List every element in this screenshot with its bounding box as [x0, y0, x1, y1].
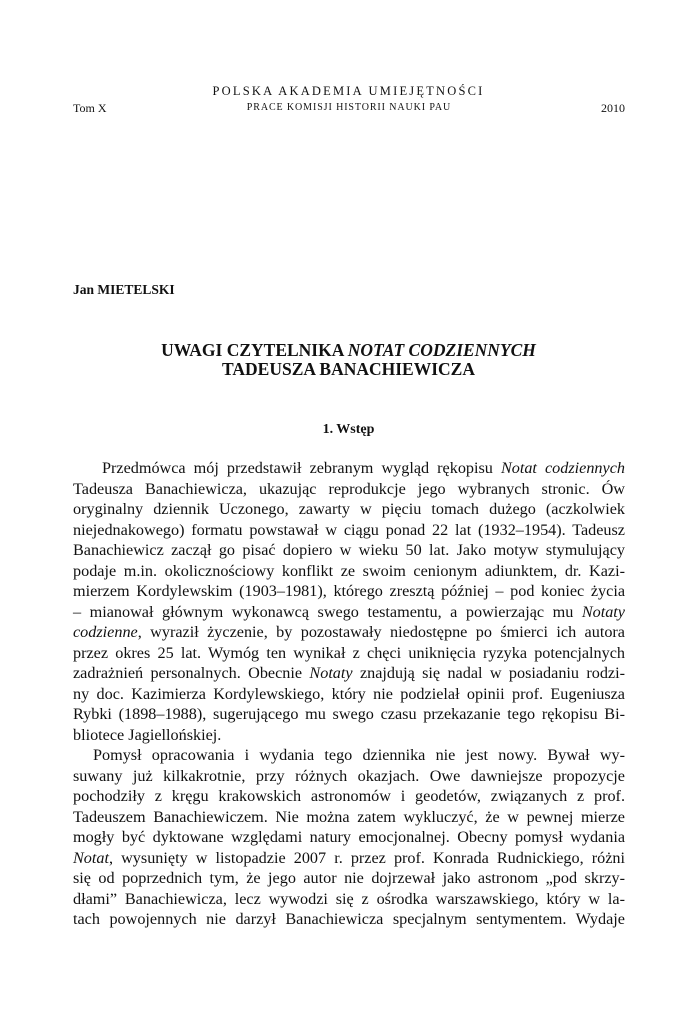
title-line-1 [0, 341, 697, 360]
paragraph-1-line: podaje m.in. okolicznościowy konflikt ze swoim cenionym adiunktem, dr. Kazi- [73, 561, 625, 580]
text-run: – mianował głównym wykonawcą swego testamentu, a powierzając mu [73, 602, 582, 621]
italic-run: codzienne [73, 623, 138, 641]
paragraph-2-line: suwany już kilkakrotnie, przy różnych okazjach. Owe dawniejsze propozycje [73, 766, 625, 785]
text-run: Przedmówca mój przedstawił zebranym wygląd rękopisu [102, 459, 501, 477]
academy-header: POLSKA AKADEMIA UMIEJĘTNOŚCI [212, 84, 485, 98]
year-label: 2010 [601, 101, 625, 115]
paragraph-1-line: Rybki (1898–1988), sugerującego mu swego czasu przekazanie tego rękopisu Bi- [73, 705, 625, 723]
paragraph-1-line: Tadeusza Banachiewicza, ukazując reprodukcje jego wybranych stronic. Ów [73, 479, 625, 498]
body-text [73, 458, 625, 930]
paragraph-1-line [73, 458, 625, 479]
paragraph-1-line: niejednakowego) formatu powstawał w ciągu ponad 22 lat (1932–1954). Tadeusz [73, 520, 625, 539]
volume-label: Tom X [73, 101, 107, 115]
paragraph-2-line: pochodziły z kręgu krakowskich astronomów i geodetów, związanych z prof. [73, 787, 625, 805]
italic-run: Notaty [309, 664, 353, 682]
paragraph-1-line: ny doc. Kazimierza Kordylewskiego, który nie podzielał opinii prof. Eugeniusza [73, 684, 625, 703]
article-title [0, 341, 697, 379]
series-label: PRACE KOMISJI HISTORII NAUKI PAU [246, 102, 452, 113]
text-run: znajdują się nadal w posiadaniu rodzi- [352, 664, 626, 682]
paragraph-2-line: mogły być dyktowane względami natury emocjonalnej. Obecny pomysł wydania [73, 828, 625, 846]
paragraph-2-line: dłami” Banachiewicza, lecz wywodzi się z ośrodka warszawskiego, który w la- [73, 889, 625, 908]
paragraph-1-line [73, 622, 625, 643]
text-run: , wysunięty w listopadzie 2007 r. przez prof. Konrada Rudnickiego, różni [108, 848, 625, 867]
paragraph-2-line: tach powojennych nie darzył Banachiewicza specjalnym sentymentem. Wydaje [73, 910, 625, 928]
text-run: , wyraził życzenie, by pozostawały niedostępne po śmierci ich autora [137, 623, 625, 641]
paragraph-2-line: Tadeuszem Banachiewiczem. Nie można zatem wykluczyć, że w pewnej mierze [73, 807, 625, 826]
italic-run: Notaty [581, 602, 625, 621]
running-header [73, 101, 625, 117]
italic-run: Notat [73, 848, 109, 867]
title-italic: NOTAT CODZIENNYCH [347, 340, 536, 360]
section-heading: 1. Wstęp [322, 422, 375, 437]
paragraph-1-line: mierzem Kordylewskim (1903–1981), którego zresztą później – pod koniec życia [73, 582, 625, 600]
text-run: zadrażnień personalnych. Obecnie [73, 664, 310, 682]
paragraph-2-line: Pomysł opracowania i wydania tego dziennika nie jest nowy. Bywał wy- [93, 746, 625, 764]
paragraph-2-line [73, 848, 625, 869]
italic-run: Notat codziennych [500, 459, 625, 477]
title-prefix: UWAGI CZYTELNIKA [161, 340, 348, 360]
paragraph-1-line: bliotece Jagiellońskiej. [73, 725, 222, 744]
paragraph-1-line: oryginalny dziennik Uczonego, zawarty w pięciu tomach dużego (aczkolwiek [73, 500, 625, 518]
paragraph-1-line: Banachiewicz zaczął go pisać dopiero w wieku 50 lat. Jako motyw stymulujący [73, 541, 625, 559]
author-name: Jan MIETELSKI [73, 282, 175, 297]
paragraph-1-line: przez okres 25 lat. Wymóg ten wynikał z chęci uniknięcia ryzyka potencjalnych [73, 643, 625, 662]
title-line-2: TADEUSZA BANACHIEWICZA [222, 359, 475, 379]
paragraph-2-line: się od poprzednich tym, że jego autor nie dojrzewał jako astronom „pod skrzy- [73, 869, 625, 887]
paragraph-1-line [73, 602, 625, 623]
paragraph-1-line [73, 663, 625, 684]
